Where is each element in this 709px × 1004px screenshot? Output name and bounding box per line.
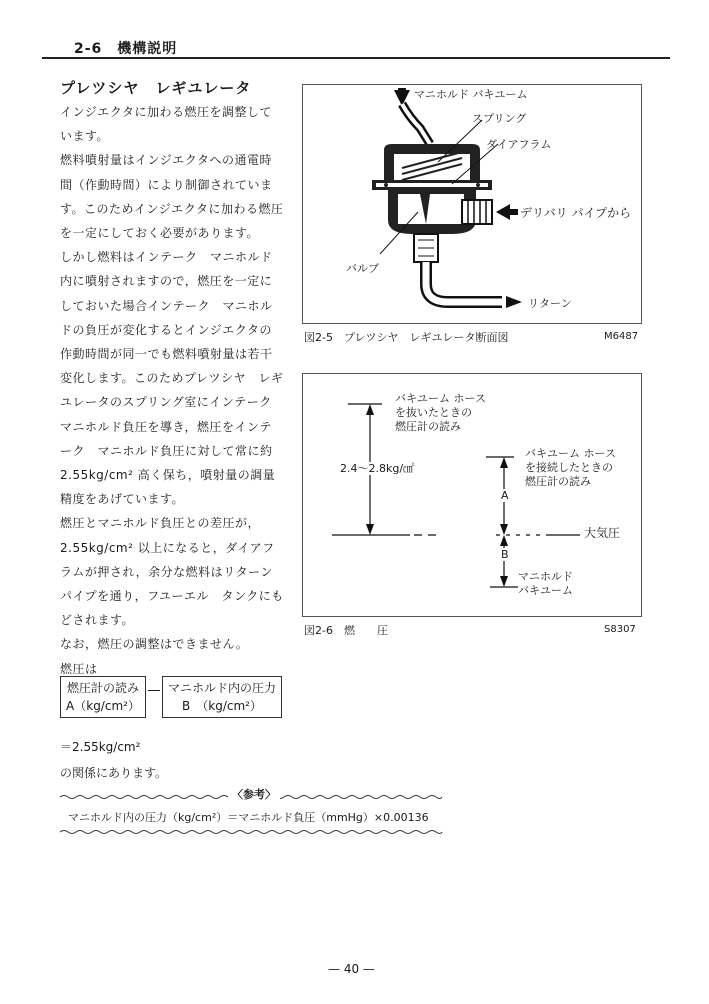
formula-box-a-line2: A（kg/cm²） [66, 699, 140, 713]
reference-formula: マニホルド内の圧力（kg/cm²）＝マニホルド負圧（mmHg）×0.00136 [68, 811, 429, 824]
figure-2-6-code: S8307 [604, 624, 636, 635]
figure-2-5-code: M6487 [604, 331, 639, 342]
paragraph: インジエクタに加わる燃圧を調整しています。 [60, 105, 272, 144]
article-heading: プレツシヤ レギユレータ [60, 79, 252, 97]
section-title: 2-6 機構説明 [74, 41, 178, 57]
label-hose-connected-1: バキユーム ホース [525, 447, 616, 460]
paragraph: しかし燃料はインテーク マニホルド内に噴射されますので，燃圧を一定にしておいた場合インテーク マニホルドの負圧が変化するとインジエクタの作動時間が同一でも燃料噴射量は若干変化します。このためプレツシヤ レギユレータのスプリング室にインテーク マニホルド負圧を導き，燃圧をインテーク マニホルド負圧に対して常に約2.55kg/cm² 高く保ち，噴射量の調量精度をあげています。 [60, 250, 285, 507]
label-diaphragm: ダイアフラム [486, 138, 552, 151]
reference-border-bottom [60, 829, 442, 835]
label-valve: バルブ [346, 262, 379, 275]
formula-box-b [162, 676, 282, 718]
label-return: リターン [528, 297, 572, 310]
label-hose-removed-2: を抜いたときの [395, 406, 472, 419]
formula-relation: の関係にあります。 [60, 766, 168, 780]
formula-box-a-line1: 燃圧計の読み [66, 681, 139, 695]
reference-label: 〈参考〉 [228, 786, 280, 802]
page-number: — 40 — [328, 962, 375, 976]
fuel-pressure-diagram [302, 373, 642, 617]
label-from-delivery-pipe: デリバリ パイプから [520, 206, 632, 220]
label-hose-removed-3: 燃圧計の読み [395, 420, 461, 433]
article-body [60, 100, 284, 681]
formula-result: ＝2.55kg/cm² [60, 740, 141, 754]
formula-box-a [60, 676, 146, 718]
paragraph: 燃料噴射量はインジエクタへの通電時間（作動時間）により制御されています。このためインジエクタに加わる燃圧を一定にしておく必要があります。 [60, 153, 284, 241]
label-manifold-2: バキユーム [518, 584, 573, 597]
label-manifold-1: マニホルド [518, 570, 573, 583]
paragraph: 燃圧は [60, 661, 98, 676]
label-pressure-range: 2.4〜2.8kg/㎠ [340, 462, 415, 475]
figure-2-6-caption: 図2-6 燃 圧 [304, 624, 388, 637]
formula-box-b-line2: B （kg/cm²） [182, 699, 262, 713]
label-hose-connected-2: を接続したときの [525, 461, 613, 474]
figure-2-5-caption: 図2-5 プレツシヤ レギユレータ断面図 [304, 331, 509, 344]
label-hose-connected-3: 燃圧計の読み [525, 475, 591, 488]
label-manifold-vacuum: マニホルド バキユーム [414, 88, 528, 101]
label-atmospheric: 大気圧 [584, 526, 621, 540]
minus-sign [148, 690, 160, 691]
paragraph: 燃圧とマニホルド負圧との差圧が，2.55kg/cm² 以上になると，ダイアフラムが押され，余分な燃料はリターンパイプを通り，フユーエル タンクにもどされます。 [60, 516, 284, 628]
label-a: A [501, 489, 509, 502]
paragraph: なお，燃圧の調整はできません。 [60, 637, 249, 652]
label-hose-removed-1: バキユーム ホース [395, 392, 486, 405]
header-rule [42, 57, 670, 59]
label-b: B [501, 548, 509, 561]
formula-box-b-line1: マニホルド内の圧力 [167, 681, 276, 695]
label-spring: スプリング [472, 112, 527, 125]
